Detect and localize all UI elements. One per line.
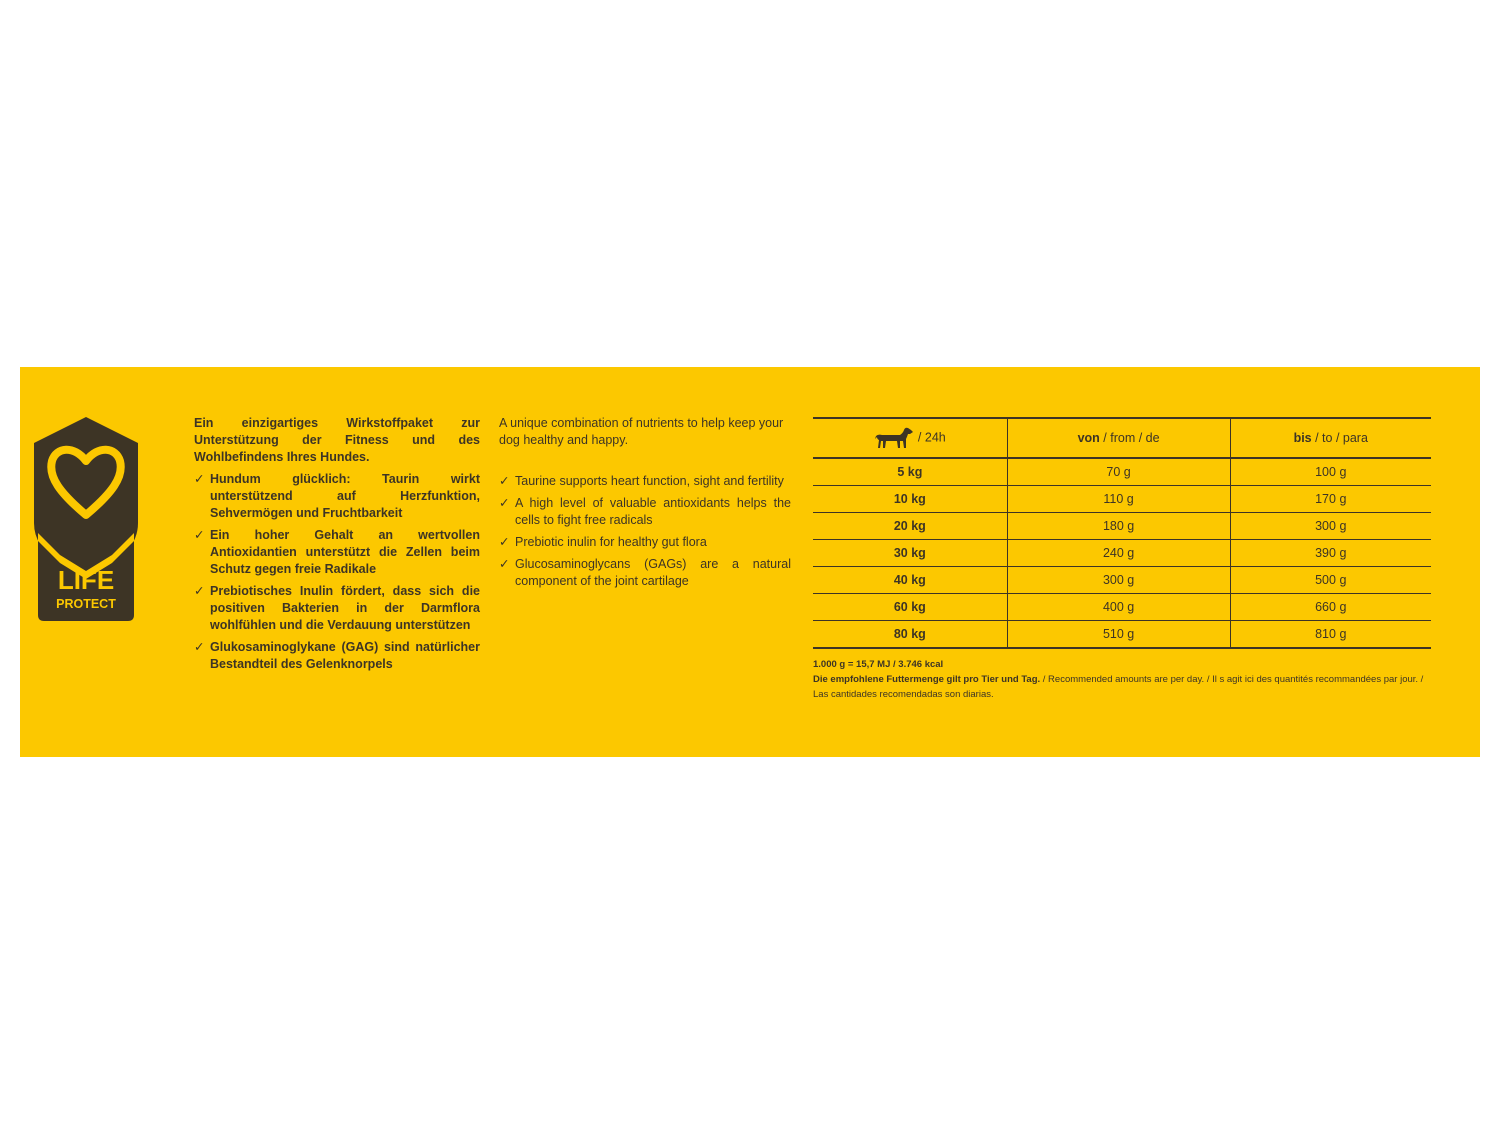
list-item [194, 527, 480, 578]
table-row [813, 540, 1431, 567]
dog-icon [874, 426, 914, 450]
check-icon: ✓ [194, 528, 205, 542]
header-from-label: von [1077, 431, 1100, 445]
energy-note: 1.000 g = 15,7 MJ / 3.746 kcal [813, 659, 944, 670]
from-cell: 70 g [1007, 458, 1230, 486]
check-icon: ✓ [194, 640, 205, 654]
english-bullet-text: Taurine supports heart function, sight and fertility [515, 474, 784, 488]
list-item [499, 473, 791, 490]
header-to-label: bis [1293, 431, 1312, 445]
header-from-translations: / from / de [1099, 431, 1160, 445]
weight-cell: 80 kg [813, 621, 1007, 649]
header-per-day: / 24h [917, 430, 946, 445]
list-item [194, 583, 480, 634]
german-bullet-text: Prebiotisches Inulin fördert, dass sich die positiven Bakterien in der Darmflora wohlfühlen und die Verdauung unterstützen [210, 584, 480, 632]
from-cell: 240 g [1007, 540, 1230, 567]
to-cell: 170 g [1230, 486, 1431, 513]
header-to-translations: / to / para [1311, 431, 1368, 445]
german-bullet-text: Glukosaminoglykane (GAG) sind natürlicher Bestandteil des Gelenknorpels [210, 640, 480, 671]
from-cell: 110 g [1007, 486, 1230, 513]
heart-shield-icon [30, 415, 142, 625]
table-header-row [813, 418, 1431, 458]
to-cell: 300 g [1230, 513, 1431, 540]
life-protect-logo [30, 415, 142, 625]
check-icon: ✓ [499, 496, 510, 510]
to-cell: 390 g [1230, 540, 1431, 567]
feeding-footnote [813, 657, 1431, 702]
check-icon: ✓ [499, 557, 510, 571]
english-benefits [499, 415, 791, 595]
logo-life-text: LIFE [57, 565, 115, 595]
weight-cell: 30 kg [813, 540, 1007, 567]
product-info-panel [20, 367, 1480, 757]
feeding-guide [813, 417, 1431, 702]
weight-cell: 40 kg [813, 567, 1007, 594]
to-cell: 660 g [1230, 594, 1431, 621]
table-row [813, 486, 1431, 513]
english-bullet-list [499, 473, 791, 590]
table-row [813, 458, 1431, 486]
german-intro: Ein einzigartiges Wirkstoffpaket zur Unterstützung der Fitness und des Wohlbefindens Ihres Hundes. [194, 416, 480, 464]
table-row [813, 621, 1431, 649]
german-bullet-text: Hundum glücklich: Taurin wirkt unterstützend auf Herzfunktion, Sehvermögen und Fruchtbarkeit [210, 472, 480, 520]
weight-cell: 20 kg [813, 513, 1007, 540]
from-cell: 300 g [1007, 567, 1230, 594]
weight-cell: 5 kg [813, 458, 1007, 486]
amount-note-translations: / Recommended amounts are per day. / Il s agit ici des quantités recommandées par jour. / Las cantidades recomendadas son diarias. [813, 674, 1424, 700]
list-item [499, 556, 791, 590]
check-icon: ✓ [499, 535, 510, 549]
check-icon: ✓ [194, 472, 205, 486]
weight-cell: 10 kg [813, 486, 1007, 513]
feeding-table [813, 417, 1431, 649]
header-from [1007, 418, 1230, 458]
list-item [499, 495, 791, 529]
check-icon: ✓ [499, 474, 510, 488]
amount-note-german: Die empfohlene Futtermenge gilt pro Tier und Tag. [813, 674, 1041, 685]
english-bullet-text: Glucosaminoglycans (GAGs) are a natural component of the joint cartilage [515, 557, 791, 588]
german-benefits [194, 415, 480, 678]
from-cell: 400 g [1007, 594, 1230, 621]
german-bullet-list [194, 471, 480, 673]
to-cell: 810 g [1230, 621, 1431, 649]
check-icon: ✓ [194, 584, 205, 598]
header-to [1230, 418, 1431, 458]
list-item [499, 534, 791, 551]
logo-protect-text: PROTECT [56, 597, 116, 611]
german-bullet-text: Ein hoher Gehalt an wertvollen Antioxidantien unterstützt die Zellen beim Schutz gegen freie Radikale [210, 528, 480, 576]
list-item [194, 639, 480, 673]
amount-note [813, 672, 1431, 702]
table-row [813, 567, 1431, 594]
from-cell: 180 g [1007, 513, 1230, 540]
table-row [813, 513, 1431, 540]
to-cell: 100 g [1230, 458, 1431, 486]
weight-cell: 60 kg [813, 594, 1007, 621]
to-cell: 500 g [1230, 567, 1431, 594]
english-intro: A unique combination of nutrients to help keep your dog healthy and happy. [499, 416, 784, 447]
list-item [194, 471, 480, 522]
english-bullet-text: A high level of valuable antioxidants helps the cells to fight free radicals [515, 496, 791, 527]
from-cell: 510 g [1007, 621, 1230, 649]
english-bullet-text: Prebiotic inulin for healthy gut flora [515, 535, 707, 549]
table-row [813, 594, 1431, 621]
header-weight [813, 418, 1007, 458]
